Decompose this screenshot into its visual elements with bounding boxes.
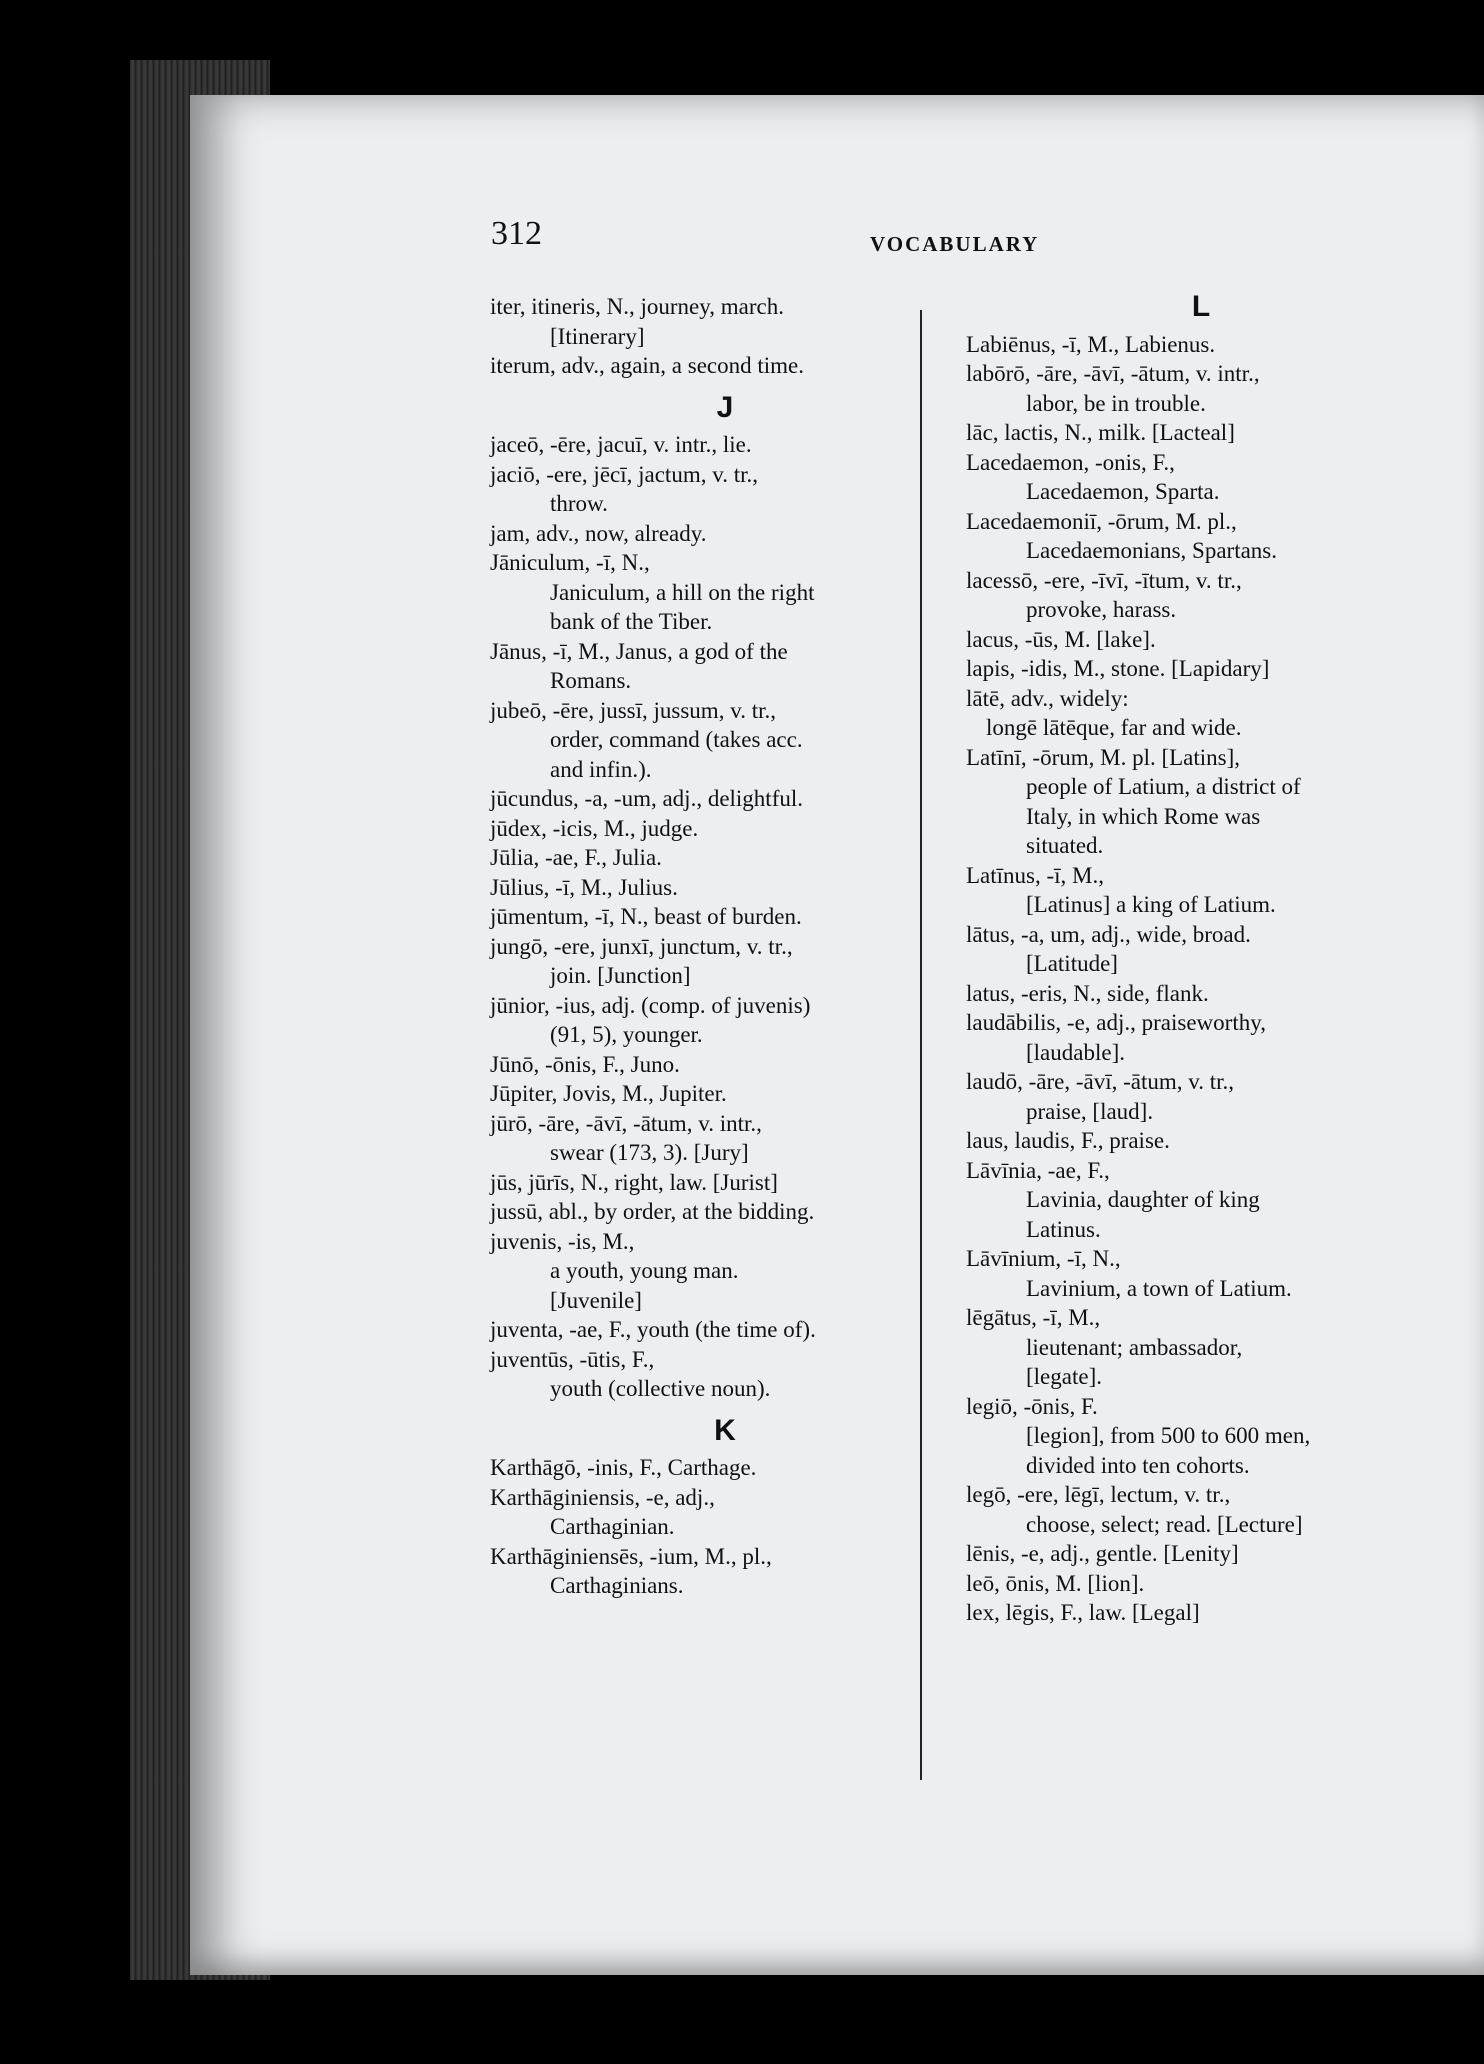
vocabulary-entry [966,1303,1436,1392]
entry-line: lapis, -idis, M., stone. [Lapidary] [966,656,1270,681]
entry-continuation-line: a youth, young man. [550,1258,739,1283]
entry-continuation-line: throw. [550,491,608,516]
entry-continuation-line: divided into ten cohorts. [1026,1452,1250,1478]
vocabulary-entry [966,979,1436,1009]
entry-continuation-line: join. [Junction] [550,963,691,988]
entry-continuation-line: Latinus. [1026,1216,1101,1242]
entry-line: Jāniculum, -ī, N., [490,550,650,575]
vocabulary-entry [490,637,960,696]
entry-line: Lāvīnia, -ae, F., [966,1157,1110,1183]
entry-line: Jūlius, -ī, M., Julius. [490,874,678,900]
entry-line: lex, lēgis, F., law. [Legal] [966,1600,1200,1625]
entry-line: Jūnō, -ōnis, F., Juno. [490,1051,680,1077]
page-number: 312 [491,215,542,252]
entry-continuation-line: people of Latium, a district of [1026,774,1301,799]
vocabulary-entry [490,1542,960,1601]
vocabulary-entry [966,1244,1436,1303]
entry-continuation-line: Lavinia, daughter of king [1026,1187,1260,1212]
vocabulary-entry [490,902,960,932]
column-divider [920,310,922,1780]
entry-line: juventa, -ae, F., youth (the time of). [490,1317,816,1342]
vocabulary-entry [966,359,1436,418]
entry-line: longē lātēque, far and wide. [986,715,1242,740]
entry-continuation-line: [Juvenile] [550,1287,642,1313]
entry-line: iter, itineris, N., journey, march. [490,294,784,319]
vocabulary-entry [966,1156,1436,1245]
entry-line: jungō, -ere, junxī, junctum, v. tr., [490,933,793,959]
entry-continuation-line: labor, be in trouble. [1026,390,1206,416]
entry-line: Jānus, -ī, M., Janus, a god of the [490,638,788,664]
entry-line: Lāvīnium, -ī, N., [966,1246,1121,1271]
vocabulary-entry [966,566,1436,625]
entry-continuation-line: [Latitude] [1026,951,1118,976]
entry-continuation-line: Carthaginian. [550,1514,675,1539]
entry-line: juvenis, -is, M., [490,1228,635,1254]
vocabulary-entry [966,654,1436,684]
entry-continuation-line: [laudable]. [1026,1039,1125,1065]
entry-line: lacessō, -ere, -īvī, -ītum, v. tr., [966,567,1242,593]
entry-continuation-line: Carthaginians. [550,1573,684,1598]
entry-line: Latīnus, -ī, M., [966,862,1104,888]
vocabulary-entry [490,1197,960,1227]
entry-continuation-line: order, command (takes acc. [550,727,803,752]
vocabulary-entry [490,1109,960,1168]
entry-line: iterum, adv., again, a second time. [490,353,805,378]
entry-line: jaciō, -ere, jēcī, jactum, v. tr., [490,461,759,487]
vocabulary-entry [490,873,960,903]
vocabulary-entry [490,292,960,351]
vocabulary-entry [966,1569,1436,1599]
vocabulary-entry [966,1067,1436,1126]
section-letter: L [1191,290,1211,323]
entry-line: laudō, -āre, -āvī, -ātum, v. tr., [966,1069,1235,1094]
entry-line: Karthāgō, -inis, F., Carthage. [490,1455,757,1480]
entry-line: jūnior, -ius, adj. (comp. of juvenis) [490,992,811,1018]
entry-line: jaceō, -ēre, jacuī, v. intr., lie. [490,432,752,457]
entry-line: lātus, -a, um, adj., wide, broad. [966,921,1251,947]
sub-entry [966,713,1436,743]
entry-continuation-line: Romans. [550,668,632,693]
vocabulary-entry [490,814,960,844]
entry-continuation-line: provoke, harass. [1026,597,1177,622]
vocabulary-entry [490,430,960,460]
entry-continuation-line: Italy, in which Rome was [1026,803,1261,829]
vocabulary-entry [966,920,1436,979]
entry-continuation-line: (91, 5), younger. [550,1022,703,1047]
entry-continuation-line: swear (173, 3). [Jury] [550,1140,749,1165]
vocabulary-entry [490,519,960,549]
vocabulary-entry [490,1050,960,1080]
entry-continuation-line: praise, [laud]. [1026,1098,1154,1124]
entry-line: Karthāginiensēs, -ium, M., pl., [490,1543,772,1569]
entry-continuation-line: [Latinus] a king of Latium. [1026,892,1276,917]
entry-line: jūcundus, -a, -um, adj., delightful. [490,786,803,811]
vocabulary-entry [966,418,1436,448]
vocabulary-entry [966,1539,1436,1569]
entry-line: lāc, lactis, N., milk. [Lacteal] [966,420,1235,445]
entry-line: latus, -eris, N., side, flank. [966,980,1209,1006]
section-letter: J [716,390,734,424]
vocabulary-entry [966,1480,1436,1539]
entry-line: labōrō, -āre, -āvī, -ātum, v. intr., [966,361,1260,386]
entry-line: juventūs, -ūtis, F., [490,1346,655,1372]
entry-line: jūdex, -icis, M., judge. [490,815,699,841]
entry-continuation-line: [legate]. [1026,1364,1102,1389]
entry-line: jussū, abl., by order, at the bidding. [490,1199,815,1224]
entry-line: lēnis, -e, adj., gentle. [Lenity] [966,1541,1239,1566]
entry-line: Karthāginiensis, -e, adj., [490,1484,715,1510]
entry-line: jūrō, -āre, -āvī, -ātum, v. intr., [490,1110,762,1136]
entry-continuation-line: Lavinium, a town of Latium. [1026,1275,1292,1301]
vocabulary-entry [966,507,1436,566]
entry-continuation-line: and infin.). [550,756,652,782]
vocabulary-entry [490,991,960,1050]
right-column [966,292,1436,1628]
section-letter: K [714,1413,736,1447]
entry-line: Latīnī, -ōrum, M. pl. [Latins], [966,744,1241,770]
entry-continuation-line: youth (collective noun). [550,1376,771,1401]
entry-line: Lacedaemoniī, -ōrum, M. pl., [966,508,1237,534]
entry-line: legiō, -ōnis, F. [966,1393,1098,1419]
entry-continuation-line: choose, select; read. [Lecture] [1026,1511,1303,1537]
entry-line: Jūpiter, Jovis, M., Jupiter. [490,1081,727,1106]
entry-line: jūmentum, -ī, N., beast of burden. [490,904,802,929]
entry-continuation-line: lieutenant; ambassador, [1026,1334,1243,1360]
vocabulary-entry [490,1345,960,1404]
entry-line: Labiēnus, -ī, M., Labienus. [966,331,1216,357]
vocabulary-entry [490,843,960,873]
vocabulary-entry [490,1079,960,1109]
entry-line: legō, -ere, lēgī, lectum, v. tr., [966,1482,1231,1507]
entry-line: lātē, adv., widely: [966,685,1129,711]
entry-line: laudābilis, -e, adj., praiseworthy, [966,1010,1266,1035]
entry-line: jam, adv., now, already. [490,520,707,546]
entry-continuation-line: [legion], from 500 to 600 men, [1026,1423,1311,1448]
entry-continuation-line: [Itinerary] [550,323,645,349]
entry-line: Jūlia, -ae, F., Julia. [490,845,662,870]
vocabulary-entry [490,1227,960,1316]
vocabulary-entry [966,1008,1436,1067]
vocabulary-entry [490,460,960,519]
vocabulary-entry [966,861,1436,920]
vocabulary-entry [966,1392,1436,1481]
vocabulary-entry [966,625,1436,655]
left-column [490,292,960,1601]
vocabulary-entry [490,548,960,637]
entry-line: leō, ōnis, M. [lion]. [966,1570,1145,1596]
vocabulary-entry [966,684,1436,714]
vocabulary-entry [966,330,1436,360]
entry-continuation-line: Lacedaemon, Sparta. [1026,479,1220,504]
vocabulary-entry [490,932,960,991]
vocabulary-entry [490,1483,960,1542]
entry-continuation-line: bank of the Tiber. [550,609,713,634]
entry-line: jūs, jūrīs, N., right, law. [Jurist] [490,1169,778,1195]
vocabulary-entry [966,448,1436,507]
entry-line: lacus, -ūs, M. [lake]. [966,626,1156,652]
running-head: VOCABULARY [870,232,1040,256]
vocabulary-entry [966,1598,1436,1628]
vocabulary-entry [490,784,960,814]
vocabulary-entry [966,743,1436,861]
entry-line: jubeō, -ēre, jussī, jussum, v. tr., [490,697,776,723]
entry-line: laus, laudis, F., praise. [966,1128,1170,1153]
entry-continuation-line: Janiculum, a hill on the right [550,579,815,605]
vocabulary-entry [966,1126,1436,1156]
entry-line: Lacedaemon, -onis, F., [966,449,1175,475]
vocabulary-entry [490,1453,960,1483]
vocabulary-entry [490,351,960,381]
vocabulary-entry [490,1168,960,1198]
entry-line: lēgātus, -ī, M., [966,1305,1101,1330]
entry-continuation-line: situated. [1026,833,1104,858]
vocabulary-entry [490,1315,960,1345]
entry-continuation-line: Lacedaemonians, Spartans. [1026,538,1277,563]
vocabulary-entry [490,696,960,785]
